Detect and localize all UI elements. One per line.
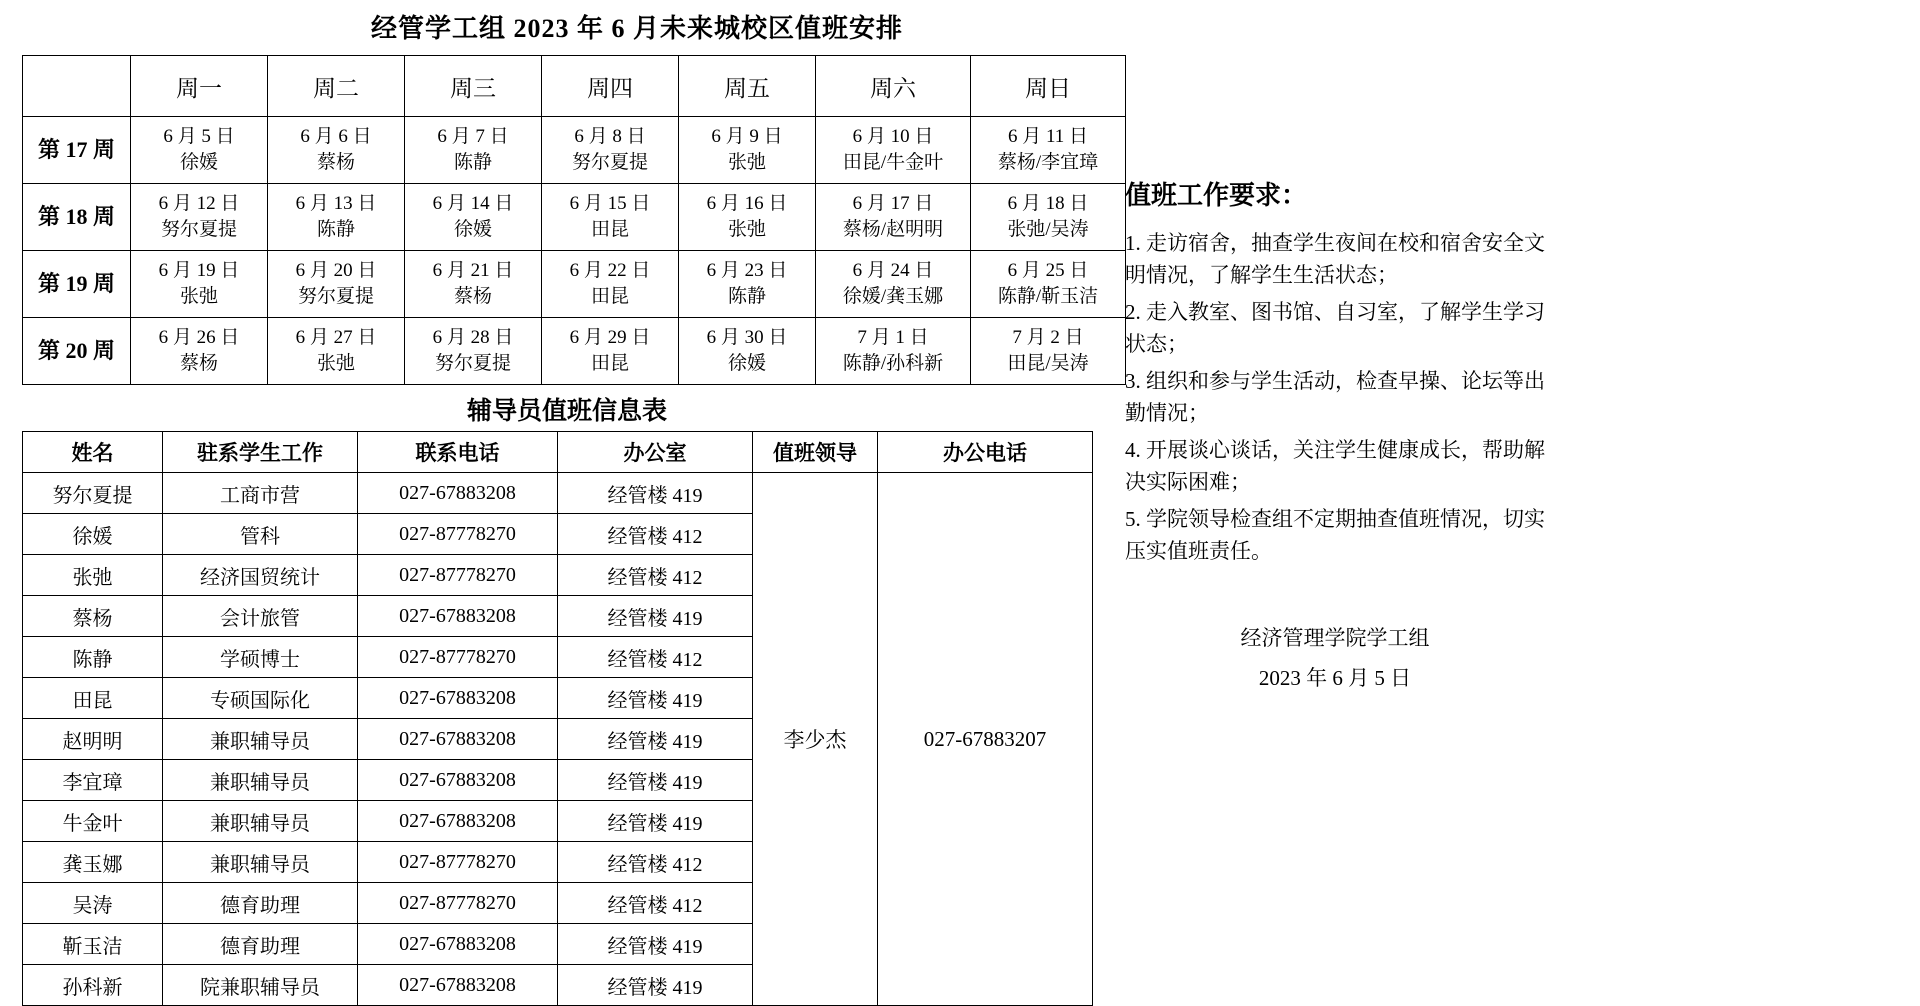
staff-column-header: 联系电话 [358, 432, 558, 473]
staff-office: 经管楼 419 [558, 760, 753, 801]
duty-cell [542, 251, 679, 318]
duty-date: 6 月 18 日 [1007, 193, 1089, 215]
staff-column-header: 值班领导 [753, 432, 878, 473]
staff-header-row [23, 432, 1093, 473]
staff-phone: 027-67883208 [358, 801, 558, 842]
duty-cell [268, 117, 405, 184]
table-row [23, 251, 1126, 318]
staff-column-header: 姓名 [23, 432, 163, 473]
staff-office: 经管楼 412 [558, 514, 753, 555]
staff-office: 经管楼 412 [558, 883, 753, 924]
duty-cell [131, 318, 268, 385]
duty-date: 6 月 14 日 [432, 193, 514, 215]
requirements-title: 值班工作要求： [1125, 181, 1308, 210]
duty-person: 张弛 [727, 219, 766, 240]
duty-person: 田昆/吴涛 [1007, 353, 1089, 374]
duty-cell [131, 184, 268, 251]
duty-person: 张弛 [179, 286, 218, 307]
signature-org: 经济管理学院学工组 [1240, 626, 1430, 650]
staff-name: 徐媛 [23, 514, 163, 555]
staff-name: 李宜璋 [23, 760, 163, 801]
duty-person: 蔡杨 [453, 286, 492, 307]
staff-dept: 院兼职辅导员 [163, 965, 358, 1006]
duty-cell [405, 117, 542, 184]
duty-date: 6 月 7 日 [437, 126, 509, 148]
requirement-item: 4. 开展谈心谈话，关注学生健康成长，帮助解决实际困难； [1125, 438, 1545, 494]
duty-cell [405, 251, 542, 318]
staff-column-header: 驻系学生工作 [163, 432, 358, 473]
staff-column-header: 办公电话 [878, 432, 1093, 473]
table-row [23, 318, 1126, 385]
staff-office: 经管楼 419 [558, 924, 753, 965]
duty-schedule-table [22, 55, 1126, 385]
duty-cell [405, 184, 542, 251]
duty-cell [131, 117, 268, 184]
duty-person: 陈静 [316, 219, 355, 240]
duty-date: 6 月 5 日 [163, 126, 235, 148]
staff-name: 赵明明 [23, 719, 163, 760]
duty-cell [816, 318, 971, 385]
duty-date: 7 月 2 日 [1012, 327, 1084, 349]
duty-person: 徐媛 [179, 152, 218, 173]
duty-date: 6 月 25 日 [1007, 260, 1089, 282]
duty-cell [542, 184, 679, 251]
schedule-day-header: 周五 [679, 56, 816, 117]
staff-dept: 兼职辅导员 [163, 760, 358, 801]
requirement-item: 3. 组织和参与学生活动，检查早操、论坛等出勤情况； [1125, 369, 1545, 425]
schedule-day-header: 周二 [268, 56, 405, 117]
duty-cell [679, 318, 816, 385]
duty-person: 蔡杨/李宜璋 [997, 152, 1099, 173]
duty-date: 6 月 28 日 [432, 327, 514, 349]
schedule-day-header: 周一 [131, 56, 268, 117]
table-row [23, 117, 1126, 184]
duty-date: 6 月 16 日 [706, 193, 788, 215]
duty-date: 6 月 6 日 [300, 126, 372, 148]
duty-person: 蔡杨 [316, 152, 355, 173]
duty-cell [131, 251, 268, 318]
duty-date: 6 月 21 日 [432, 260, 514, 282]
duty-person: 徐媛 [727, 353, 766, 374]
week-label: 第 17 周 [23, 117, 131, 184]
duty-person: 张弛 [727, 152, 766, 173]
duty-date: 6 月 30 日 [706, 327, 788, 349]
duty-date: 6 月 19 日 [158, 260, 240, 282]
duty-leader: 李少杰 [753, 473, 878, 1006]
schedule-corner-cell [23, 56, 131, 117]
staff-dept: 专硕国际化 [163, 678, 358, 719]
duty-date: 6 月 15 日 [569, 193, 651, 215]
staff-phone: 027-87778270 [358, 514, 558, 555]
staff-name: 努尔夏提 [23, 473, 163, 514]
signature-date: 2023 年 6 月 5 日 [1258, 665, 1412, 690]
duty-date: 6 月 22 日 [569, 260, 651, 282]
schedule-header-row [23, 56, 1126, 117]
duty-person: 田昆 [590, 353, 629, 374]
requirements-list [1125, 228, 1545, 567]
staff-name: 龚玉娜 [23, 842, 163, 883]
staff-dept: 学硕博士 [163, 637, 358, 678]
duty-person: 努尔夏提 [160, 219, 237, 240]
table-row [23, 473, 1093, 514]
staff-office: 经管楼 412 [558, 555, 753, 596]
duty-date: 6 月 9 日 [711, 126, 783, 148]
duty-person: 徐媛 [453, 219, 492, 240]
duty-person: 蔡杨/赵明明 [842, 219, 944, 240]
staff-name: 吴涛 [23, 883, 163, 924]
staff-name: 陈静 [23, 637, 163, 678]
week-label: 第 19 周 [23, 251, 131, 318]
staff-dept: 兼职辅导员 [163, 842, 358, 883]
duty-cell [971, 184, 1126, 251]
left-column [22, 0, 1112, 1006]
duty-cell [268, 251, 405, 318]
duty-person: 努尔夏提 [434, 353, 511, 374]
schedule-day-header: 周四 [542, 56, 679, 117]
duty-date: 6 月 12 日 [158, 193, 240, 215]
staff-phone: 027-67883208 [358, 473, 558, 514]
duty-cell [679, 251, 816, 318]
schedule-day-header: 周三 [405, 56, 542, 117]
staff-phone: 027-67883208 [358, 719, 558, 760]
staff-office: 经管楼 419 [558, 719, 753, 760]
duty-date: 6 月 17 日 [852, 193, 934, 215]
schedule-day-header: 周六 [816, 56, 971, 117]
duty-date: 6 月 13 日 [295, 193, 377, 215]
staff-phone: 027-67883208 [358, 924, 558, 965]
staff-dept: 兼职辅导员 [163, 801, 358, 842]
duty-person: 陈静/靳玉洁 [997, 286, 1099, 307]
duty-cell [679, 184, 816, 251]
staff-dept: 经济国贸统计 [163, 555, 358, 596]
staff-office: 经管楼 419 [558, 801, 753, 842]
staff-office: 经管楼 412 [558, 842, 753, 883]
staff-phone: 027-87778270 [358, 637, 558, 678]
staff-dept: 工商市营 [163, 473, 358, 514]
table-row [23, 184, 1126, 251]
duty-person: 努尔夏提 [297, 286, 374, 307]
duty-date: 6 月 27 日 [295, 327, 377, 349]
duty-cell [816, 117, 971, 184]
duty-person: 陈静 [453, 152, 492, 173]
staff-dept: 会计旅管 [163, 596, 358, 637]
staff-name: 田昆 [23, 678, 163, 719]
duty-cell [405, 318, 542, 385]
staff-name: 靳玉洁 [23, 924, 163, 965]
duty-cell [971, 117, 1126, 184]
staff-phone: 027-87778270 [358, 555, 558, 596]
duty-person: 努尔夏提 [571, 152, 648, 173]
duty-date: 6 月 23 日 [706, 260, 788, 282]
staff-table-title: 辅导员值班信息表 [466, 398, 667, 425]
duty-person: 蔡杨 [179, 353, 218, 374]
duty-cell [816, 251, 971, 318]
duty-date: 6 月 20 日 [295, 260, 377, 282]
duty-cell [971, 318, 1126, 385]
duty-cell [542, 117, 679, 184]
staff-office: 经管楼 412 [558, 637, 753, 678]
duty-person: 张弛 [316, 353, 355, 374]
staff-name: 孙科新 [23, 965, 163, 1006]
staff-office: 经管楼 419 [558, 596, 753, 637]
duty-date: 6 月 24 日 [852, 260, 934, 282]
staff-name: 张弛 [23, 555, 163, 596]
schedule-day-header: 周日 [971, 56, 1126, 117]
staff-phone: 027-67883208 [358, 678, 558, 719]
staff-office: 经管楼 419 [558, 678, 753, 719]
staff-phone: 027-87778270 [358, 883, 558, 924]
page-title: 经管学工组 2023 年 6 月未来城校区值班安排 [370, 14, 903, 43]
staff-dept: 德育助理 [163, 924, 358, 965]
week-label: 第 20 周 [23, 318, 131, 385]
staff-phone: 027-67883208 [358, 760, 558, 801]
duty-person: 陈静 [727, 286, 766, 307]
duty-person: 张弛/吴涛 [1007, 219, 1089, 240]
requirement-item: 5. 学院领导检查组不定期抽查值班情况，切实压实值班责任。 [1125, 507, 1545, 563]
duty-person: 陈静/孙科新 [842, 353, 944, 374]
signature-block [1125, 619, 1545, 699]
duty-date: 6 月 11 日 [1007, 126, 1089, 148]
duty-date: 6 月 10 日 [852, 126, 934, 148]
week-label: 第 18 周 [23, 184, 131, 251]
staff-column-header: 办公室 [558, 432, 753, 473]
duty-person: 田昆 [590, 219, 629, 240]
duty-cell [971, 251, 1126, 318]
staff-office: 经管楼 419 [558, 473, 753, 514]
requirement-item: 2. 走入教室、图书馆、自习室，了解学生学习状态； [1125, 300, 1545, 356]
duty-cell [268, 318, 405, 385]
duty-cell [679, 117, 816, 184]
staff-dept: 德育助理 [163, 883, 358, 924]
staff-phone: 027-67883208 [358, 965, 558, 1006]
duty-cell [816, 184, 971, 251]
staff-phone: 027-87778270 [358, 842, 558, 883]
duty-date: 6 月 8 日 [574, 126, 646, 148]
staff-office: 经管楼 419 [558, 965, 753, 1006]
staff-name: 牛金叶 [23, 801, 163, 842]
duty-date: 6 月 26 日 [158, 327, 240, 349]
duty-person: 徐媛/龚玉娜 [842, 286, 944, 307]
requirements-panel [1125, 175, 1545, 699]
staff-phone: 027-67883208 [358, 596, 558, 637]
duty-date: 7 月 1 日 [857, 327, 929, 349]
staff-name: 蔡杨 [23, 596, 163, 637]
duty-cell [268, 184, 405, 251]
duty-leader-phone: 027-67883207 [878, 473, 1093, 1006]
requirement-item: 1. 走访宿舍，抽查学生夜间在校和宿舍安全文明情况，了解学生生活状态； [1125, 231, 1545, 287]
staff-dept: 兼职辅导员 [163, 719, 358, 760]
counselor-info-table [22, 431, 1093, 1006]
duty-date: 6 月 29 日 [569, 327, 651, 349]
duty-cell [542, 318, 679, 385]
duty-person: 田昆/牛金叶 [842, 152, 944, 173]
duty-person: 田昆 [590, 286, 629, 307]
staff-dept: 管科 [163, 514, 358, 555]
